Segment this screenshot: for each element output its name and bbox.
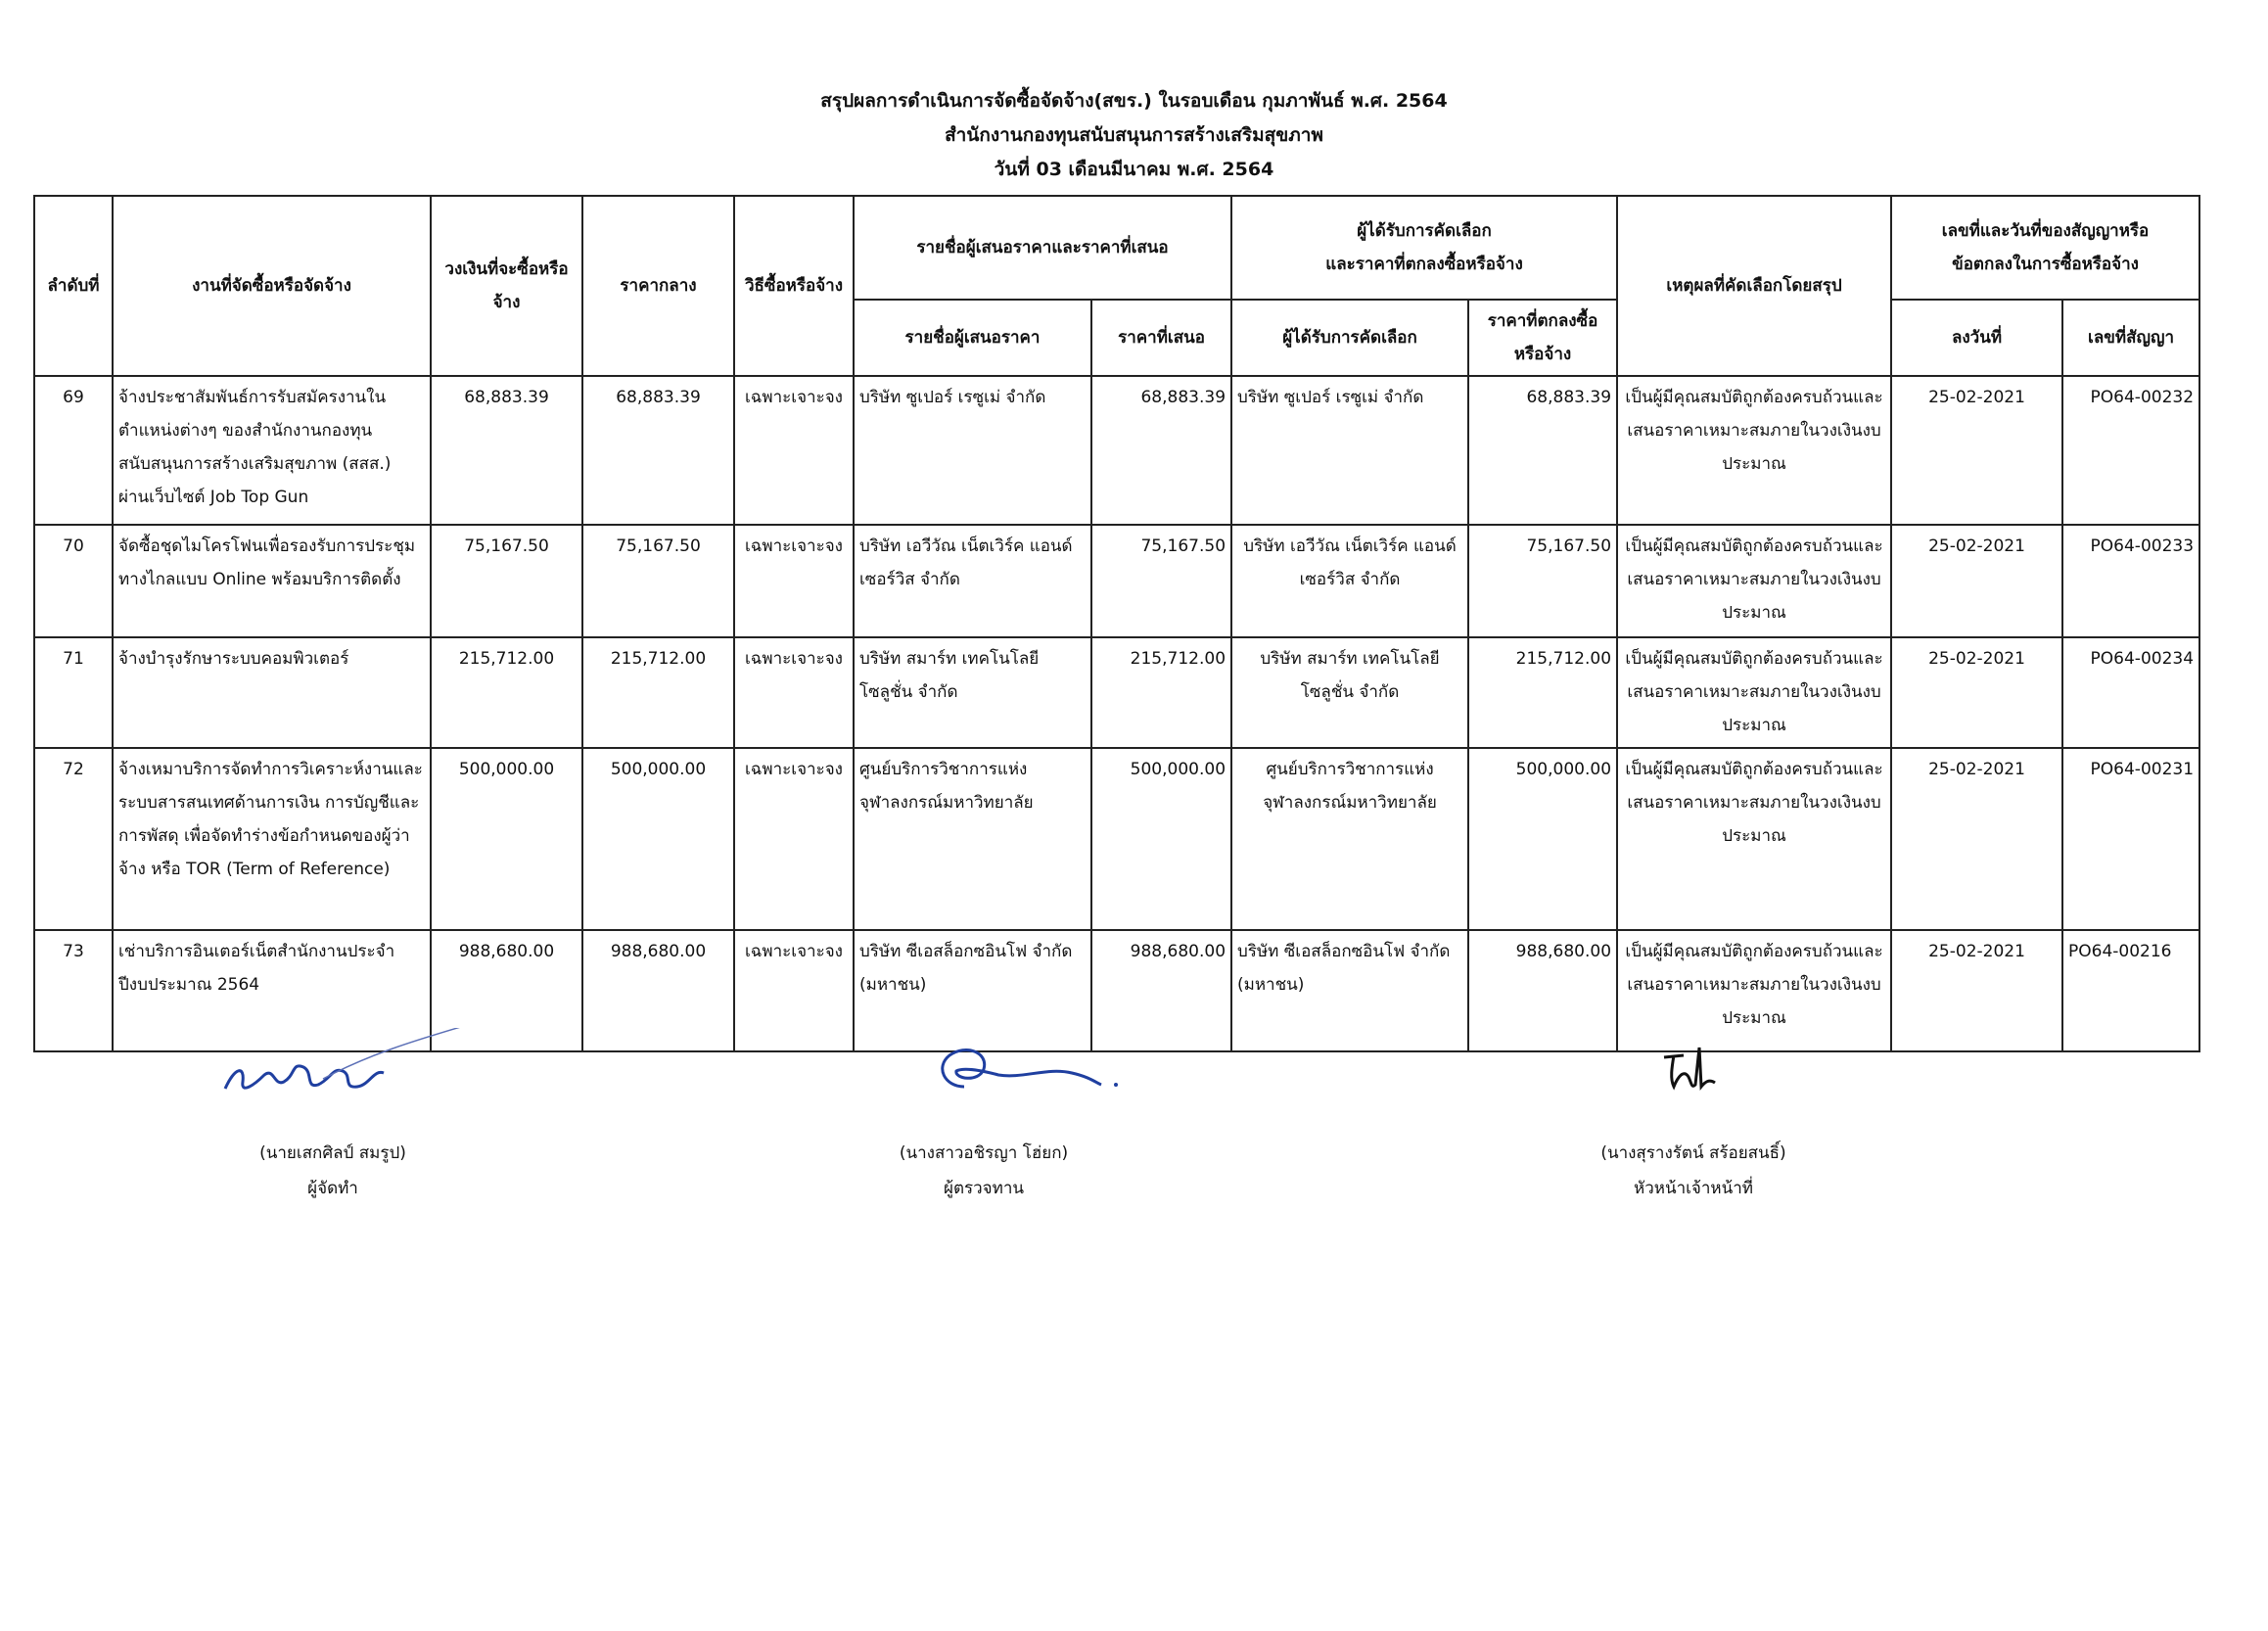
cell-date: 25-02-2021: [1891, 376, 2062, 525]
table-row: [34, 525, 2199, 637]
document-title: สรุปผลการดำเนินการจัดซื้อจัดจ้าง(สขร.) ในรอบเดือน กุมภาพันธ์ พ.ศ. 2564: [820, 90, 1448, 112]
cell-contract-no: PO64-00231: [2062, 748, 2199, 930]
cell-reason: เป็นผู้มีคุณสมบัติถูกต้องครบถ้วนและเสนอราคาเหมาะสมภายในวงเงินงบประมาณ: [1617, 930, 1891, 1051]
header-median-price: ราคากลาง: [582, 196, 734, 376]
header-selected-group: [1231, 196, 1617, 300]
cell-seq: 69: [34, 376, 113, 525]
signature-block-preparer: [127, 1067, 538, 1206]
cell-date: 25-02-2021: [1891, 525, 2062, 637]
signature-block-head: [1488, 1067, 1899, 1206]
header-contract-group-line2: ข้อตกลงในการซื้อหรือจ้าง: [1952, 255, 2139, 274]
cell-reason: เป็นผู้มีคุณสมบัติถูกต้องครบถ้วนและเสนอราคาเหมาะสมภายในวงเงินงบประมาณ: [1617, 637, 1891, 748]
cell-contract-no: PO64-00232: [2062, 376, 2199, 525]
signer-role-preparer: ผู้จัดทำ: [307, 1179, 358, 1198]
cell-reason: เป็นผู้มีคุณสมบัติถูกต้องครบถ้วนและเสนอราคาเหมาะสมภายในวงเงินงบประมาณ: [1617, 525, 1891, 637]
cell-date: 25-02-2021: [1891, 748, 2062, 930]
header-seq: ลำดับที่: [34, 196, 113, 376]
cell-bidder: บริษัท ซูเปอร์ เรซูเม่ จำกัด: [854, 376, 1091, 525]
signer-name-preparer: (นายเสกศิลป์ สมรูป): [259, 1143, 406, 1163]
document-header: [0, 84, 2268, 187]
header-contract-group-line1: เลขที่และวันที่ของสัญญาหรือ: [1941, 221, 2150, 241]
cell-date: 25-02-2021: [1891, 930, 2062, 1051]
cell-agreed-price: 68,883.39: [1468, 376, 1617, 525]
cell-bidder: บริษัท สมาร์ท เทคโนโลยี โซลูชั่น จำกัด: [854, 637, 1091, 748]
cell-contract-no: PO64-00216: [2062, 930, 2199, 1051]
cell-method: เฉพาะเจาะจง: [734, 376, 854, 525]
header-agreed-price: ราคาที่ตกลงซื้อหรือจ้าง: [1468, 300, 1617, 376]
cell-method: เฉพาะเจาะจง: [734, 637, 854, 748]
cell-work: จัดซื้อชุดไมโครโฟนเพื่อรองรับการประชุมทางไกลแบบ Online พร้อมบริการติดตั้ง: [113, 525, 431, 637]
header-selected-group-line1: ผู้ได้รับการคัดเลือก: [1357, 221, 1492, 241]
header-bidders-group: รายชื่อผู้เสนอราคาและราคาที่เสนอ: [854, 196, 1231, 300]
cell-work: จ้างบำรุงรักษาระบบคอมพิวเตอร์: [113, 637, 431, 748]
header-bid-price: ราคาที่เสนอ: [1091, 300, 1231, 376]
signature-mark-head: [1488, 1067, 1899, 1136]
header-selected-group-line2: และราคาที่ตกลงซื้อหรือจ้าง: [1325, 255, 1523, 274]
header-contract-no: เลขที่สัญญา: [2062, 300, 2199, 376]
cell-contract-no: PO64-00234: [2062, 637, 2199, 748]
procurement-table: [33, 195, 2200, 1052]
cell-bidder: บริษัท ซีเอสล็อกซอินโฟ จำกัด (มหาชน): [854, 930, 1091, 1051]
header-date: ลงวันที่: [1891, 300, 2062, 376]
cell-budget: 215,712.00: [431, 637, 582, 748]
signer-name-reviewer: (นางสาวอชิรญา โฮ่ยก): [899, 1143, 1069, 1163]
cell-bidder: ศูนย์บริการวิชาการแห่งจุฬาลงกรณ์มหาวิทยาลัย: [854, 748, 1091, 930]
cell-selected: บริษัท ซีเอสล็อกซอินโฟ จำกัด (มหาชน): [1231, 930, 1468, 1051]
cell-seq: 71: [34, 637, 113, 748]
table-header-row: [34, 196, 2199, 300]
cell-date: 25-02-2021: [1891, 637, 2062, 748]
cell-seq: 73: [34, 930, 113, 1051]
cell-budget: 75,167.50: [431, 525, 582, 637]
cell-reason: เป็นผู้มีคุณสมบัติถูกต้องครบถ้วนและเสนอราคาเหมาะสมภายในวงเงินงบประมาณ: [1617, 748, 1891, 930]
cell-method: เฉพาะเจาะจง: [734, 930, 854, 1051]
cell-median-price: 75,167.50: [582, 525, 734, 637]
document-date: วันที่ 03 เดือนมีนาคม พ.ศ. 2564: [994, 159, 1274, 180]
cell-work: เช่าบริการอินเตอร์เน็ตสำนักงานประจำปีงบประมาณ 2564: [113, 930, 431, 1051]
handwritten-signature-icon: [1488, 1028, 1899, 1106]
cell-agreed-price: 500,000.00: [1468, 748, 1617, 930]
cell-selected: บริษัท ซูเปอร์ เรซูเม่ จำกัด: [1231, 376, 1468, 525]
cell-seq: 72: [34, 748, 113, 930]
cell-median-price: 988,680.00: [582, 930, 734, 1051]
cell-bidder: บริษัท เอวีวัณ เน็ตเวิร์ค แอนด์ เซอร์วิส จำกัด: [854, 525, 1091, 637]
cell-bid-price: 75,167.50: [1091, 525, 1231, 637]
cell-bid-price: 215,712.00: [1091, 637, 1231, 748]
cell-agreed-price: 215,712.00: [1468, 637, 1617, 748]
cell-contract-no: PO64-00233: [2062, 525, 2199, 637]
cell-budget: 500,000.00: [431, 748, 582, 930]
cell-budget: 68,883.39: [431, 376, 582, 525]
cell-bid-price: 68,883.39: [1091, 376, 1231, 525]
cell-median-price: 68,883.39: [582, 376, 734, 525]
cell-selected: บริษัท เอวีวัณ เน็ตเวิร์ค แอนด์ เซอร์วิส จำกัด: [1231, 525, 1468, 637]
signer-role-reviewer: ผู้ตรวจทาน: [943, 1179, 1024, 1198]
cell-work: จ้างเหมาบริการจัดทำการวิเคราะห์งานและระบบสารสนเทศด้านการเงิน การบัญชีและการพัสดุ เพื่อจัดทำร่างข้อกำหนดของผู้ว่าจ้าง หรือ TOR (Term of Reference): [113, 748, 431, 930]
cell-median-price: 215,712.00: [582, 637, 734, 748]
header-method: วิธีซื้อหรือจ้าง: [734, 196, 854, 376]
cell-median-price: 500,000.00: [582, 748, 734, 930]
table-row: [34, 637, 2199, 748]
cell-method: เฉพาะเจาะจง: [734, 748, 854, 930]
organization-name: สำนักงานกองทุนสนับสนุนการสร้างเสริมสุขภาพ: [945, 124, 1323, 146]
signer-role-head: หัวหน้าเจ้าหน้าที่: [1633, 1179, 1754, 1198]
handwritten-signature-icon: [778, 1028, 1189, 1106]
cell-agreed-price: 988,680.00: [1468, 930, 1617, 1051]
cell-selected: บริษัท สมาร์ท เทคโนโลยี โซลูชั่น จำกัด: [1231, 637, 1468, 748]
cell-bid-price: 500,000.00: [1091, 748, 1231, 930]
signature-mark-reviewer: [778, 1067, 1189, 1136]
cell-selected: ศูนย์บริการวิชาการแห่งจุฬาลงกรณ์มหาวิทยาลัย: [1231, 748, 1468, 930]
cell-seq: 70: [34, 525, 113, 637]
header-work: งานที่จัดซื้อหรือจัดจ้าง: [113, 196, 431, 376]
cell-bid-price: 988,680.00: [1091, 930, 1231, 1051]
header-bidder-name: รายชื่อผู้เสนอราคา: [854, 300, 1091, 376]
header-budget: วงเงินที่จะซื้อหรือจ้าง: [431, 196, 582, 376]
table-row: [34, 376, 2199, 525]
cell-work: จ้างประชาสัมพันธ์การรับสมัครงานในตำแหน่งต่างๆ ของสำนักงานกองทุนสนับสนุนการสร้างเสริมสุขภาพ (สสส.) ผ่านเว็บไซต์ Job Top Gun: [113, 376, 431, 525]
cell-method: เฉพาะเจาะจง: [734, 525, 854, 637]
table-row: [34, 748, 2199, 930]
cell-agreed-price: 75,167.50: [1468, 525, 1617, 637]
handwritten-signature-icon: [127, 1028, 538, 1106]
cell-budget: 988,680.00: [431, 930, 582, 1051]
header-selected-name: ผู้ได้รับการคัดเลือก: [1231, 300, 1468, 376]
header-contract-group: [1891, 196, 2199, 300]
signer-name-head: (นางสุรางรัตน์ สร้อยสนธิ์): [1600, 1143, 1786, 1163]
header-reason: เหตุผลที่คัดเลือกโดยสรุป: [1617, 196, 1891, 376]
cell-reason: เป็นผู้มีคุณสมบัติถูกต้องครบถ้วนและเสนอราคาเหมาะสมภายในวงเงินงบประมาณ: [1617, 376, 1891, 525]
signature-mark-preparer: [127, 1067, 538, 1136]
signature-block-reviewer: [778, 1067, 1189, 1206]
